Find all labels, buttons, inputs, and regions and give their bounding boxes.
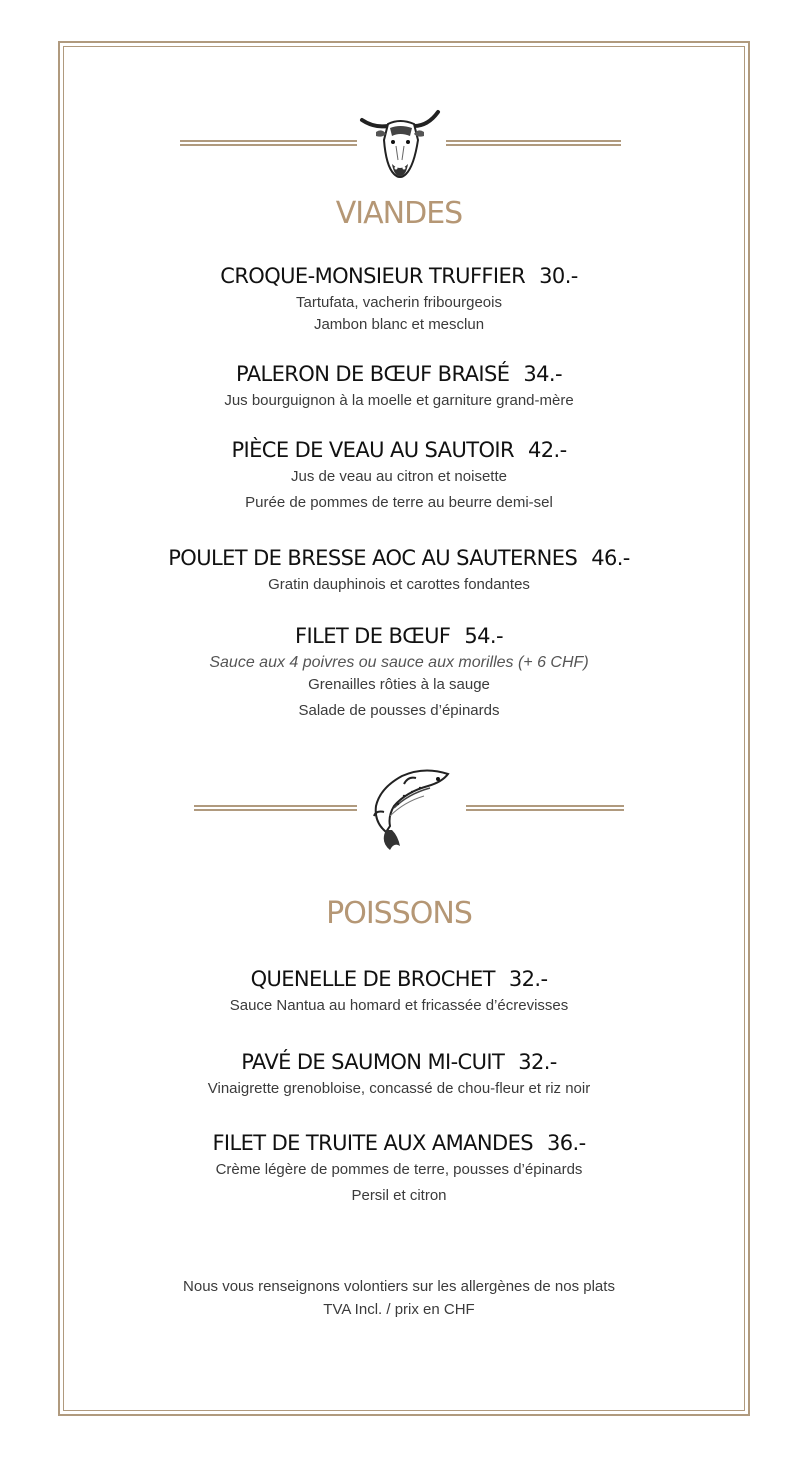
cow-head-icon [358, 106, 442, 180]
menu-item [0, 966, 798, 1017]
dish-name: QUENELLE DE BROCHET [250, 967, 495, 991]
trout-fish-icon [364, 766, 454, 854]
dish-name: FILET DE TRUITE AUX AMANDES [212, 1131, 533, 1155]
dish-description: Crème légère de pommes de terre, pousses d’épinards [215, 1161, 583, 1178]
dish-description: Sauce Nantua au homard et fricassée d’écrevisses [229, 997, 569, 1014]
dish-sauce-note: Sauce aux 4 poivres ou sauce aux morilles (+ 6 CHF) [209, 654, 589, 671]
menu-item [0, 437, 798, 514]
dish-price: 32.- [508, 967, 548, 991]
section-title-viandes: VIANDES [335, 196, 463, 231]
dish-description: Jus de veau au citron et noisette [291, 468, 507, 485]
dish-price: 36.- [546, 1131, 586, 1155]
dish-description: Vinaigrette grenobloise, concassé de chou-fleur et riz noir [207, 1080, 591, 1097]
dish-description: Tartufata, vacherin fribourgeois [296, 294, 502, 311]
dish-description: Grenailles rôties à la sauge [308, 676, 490, 693]
dish-price: 30.- [539, 264, 578, 288]
menu-item [0, 545, 798, 596]
tax-notice: TVA Incl. / prix en CHF [323, 1301, 475, 1318]
dish-description: Jus bourguignon à la moelle et garniture grand-mère [224, 392, 574, 409]
allergen-notice: Nous vous renseignons volontiers sur les allergènes de nos plats [183, 1278, 615, 1295]
menu-item [0, 361, 798, 412]
dish-price: 46.- [591, 546, 630, 570]
dish-name: CROQUE-MONSIEUR TRUFFIER [220, 264, 526, 288]
dish-name: PAVÉ DE SAUMON MI-CUIT [241, 1050, 505, 1074]
section-title-poissons: POISSONS [326, 896, 472, 931]
dish-description: Purée de pommes de terre au beurre demi-sel [245, 494, 553, 511]
divider-left-viandes [180, 140, 357, 146]
dish-name: POULET DE BRESSE AOC AU SAUTERNES [168, 546, 578, 570]
menu-item [0, 1130, 798, 1207]
menu-footer [0, 1275, 798, 1321]
dish-price: 42.- [527, 438, 567, 462]
dish-name: PALERON DE BŒUF BRAISÉ [236, 362, 510, 386]
menu-item [0, 263, 798, 336]
divider-right-poissons [466, 805, 624, 811]
dish-name: PIÈCE DE VEAU AU SAUTOIR [231, 438, 514, 462]
dish-price: 32.- [518, 1050, 557, 1074]
dish-description: Salade de pousses d’épinards [298, 702, 500, 719]
dish-price: 34.- [523, 362, 562, 386]
dish-description: Jambon blanc et mesclun [313, 316, 485, 333]
dish-name: FILET DE BŒUF [295, 624, 451, 648]
divider-left-poissons [194, 805, 357, 811]
dish-description: Persil et citron [351, 1187, 447, 1204]
divider-right-viandes [446, 140, 621, 146]
dish-price: 54.- [464, 624, 503, 648]
menu-item [0, 623, 798, 722]
dish-description: Gratin dauphinois et carottes fondantes [268, 576, 530, 593]
menu-item [0, 1049, 798, 1100]
